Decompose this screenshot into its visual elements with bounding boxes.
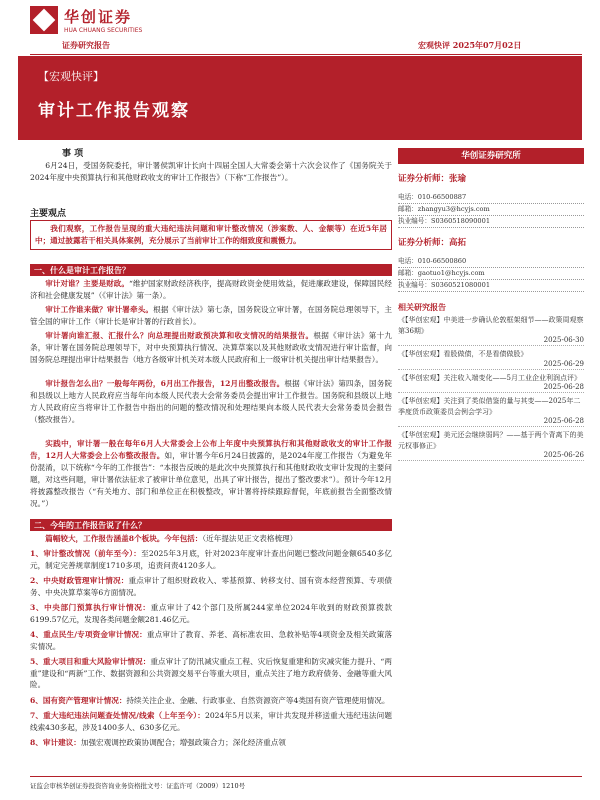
paragraph-practice <box>30 438 392 510</box>
footer-license: 证监会审核华创证券投资咨询业务资格批文号：证监许可（2009）1210号 <box>30 782 246 790</box>
list-item-text: 至2025年3月底，针对2023年度审计查出问题已整改问题金额6540多亿元，制定完善规章制度1710多项，追责问责4120多人。 <box>30 549 392 570</box>
list-item-lead: 3、中央部门预算执行审计情况： <box>30 603 151 612</box>
paragraph-lead: 审计报告怎么出？一般每年两份，6月出工作报告，12月出整改报告。 <box>45 379 285 388</box>
paragraph-body: 如，审计署今年6月24日披露的，是2024年度工作报告（为避免年份混淆，以下统称“今年的工作报告”：“本报告反映的是此次中央预算执行和其他财政收支审计发现的主要问题，对这些问题，审计署依法征求了被审计单位意见，出具了审计报告，提出了整改要求”）。预计今年12月将披露整改报告（“有关地方、部门和单位正在积极整改，审计署将持续跟踪督促，年底前报告全面整改情况。”） <box>30 451 392 508</box>
report-type-label: 证券研究报告 <box>62 40 110 50</box>
analyst-phone: 电话：010-66500860 <box>398 256 584 268</box>
related-report-title[interactable]: 《【华创宏观】关注收入端变化——5月工业企业利润点评》 <box>398 373 581 382</box>
logo-english-name: HUA CHUANG SECURITIES <box>64 27 143 34</box>
paragraph-audit-report-to <box>30 330 392 366</box>
paragraph-body: 根据《审计法》第十九条，审计署在国务院总理领导下，对中央预算执行情况、决算草案以及其他财政收支情况进行审计监督，向国务院总理提出审计结果报告（地方各级审计机关对本级人民政府和上一级审计机关提出审计结果报告）。 <box>30 331 392 364</box>
institute-header: 华创证券研究所 <box>398 148 584 164</box>
header-divider <box>30 54 582 55</box>
paragraph-lead: 审计工作谁来做？审计署牵头。 <box>45 305 154 314</box>
paragraph-lead: 篇幅较大，工作报告涵盖8个板块。今年包括： <box>45 534 203 543</box>
list-item <box>30 602 392 625</box>
sidebar <box>398 148 584 464</box>
analyst-license: 执业编号：S0360518090001 <box>398 216 584 228</box>
list-item-text: 2024年5月以来，审计共发现并移送重大违纪违法问题线索430多起，涉及1400多人、630多亿元。 <box>30 711 392 732</box>
list-item-lead: 7、重大违纪违法问题查处情况/线索（上年至今）： <box>30 711 205 720</box>
list-item <box>30 629 392 652</box>
list-item <box>30 656 392 691</box>
company-logo <box>30 6 142 34</box>
paragraph-lead: 实践中，审计署一般在每年6月人大常委会上公布上年度中央预算执行和其他财政收支的审计工作报告，12月人大常委会上公布整改报告。 <box>30 439 392 460</box>
paragraph-body: “维护国家财政经济秩序，提高财政资金使用效益，促进廉政建设，保障国民经济和社会健康发展”（《审计法》第一条）。 <box>30 279 392 300</box>
event-text: 6月24日，受国务院委托，审计署侯凯审计长向十四届全国人大常委会第十六次会议作了《国务院关于2024年度中央预算执行和其他财政收支的审计工作报告》（下称“工作报告”）。 <box>30 161 392 182</box>
analyst-card <box>398 172 584 228</box>
related-report-date: 2025-06-28 <box>398 383 584 393</box>
list-item-lead: 5、重大项目和重大风险审计情况： <box>30 657 151 666</box>
related-report-item[interactable] <box>398 396 584 427</box>
related-report-title[interactable]: 《【华创宏观】看股做债，不是看债做股》 <box>398 350 528 358</box>
related-report-item[interactable] <box>398 349 584 370</box>
analyst-email[interactable]: 邮箱：zhangyu3@hcyjs.com <box>398 204 584 216</box>
report-date-label: 宏观快评 2025年07月02日 <box>418 40 522 50</box>
paragraph-audit-who <box>30 304 392 328</box>
list-item <box>30 695 392 707</box>
related-report-title[interactable]: 《【华创宏观】关注到了类似借鉴的量与其变——2025年二季度货币政策委员会例会学习》 <box>398 397 581 416</box>
related-report-date: 2025-06-26 <box>398 451 584 461</box>
list-item-text: 重点审计了防汛减灾重点工程、灾后恢复重建和防灾减灾能力提升、“两重”建设和“两新”工作、数据资源和公共资源交易平台等重大项目，重点关注了地方政府债务、金融等重大风险。 <box>30 657 392 689</box>
related-report-item[interactable] <box>398 373 584 394</box>
list-item-lead: 6、国有资产管理审计情况： <box>30 695 127 705</box>
list-item-lead: 2、中央财政管理审计情况： <box>30 576 129 585</box>
paragraph-body: （近年提法见正文表格梳理） <box>202 534 298 543</box>
main-points-label: 主要观点 <box>30 209 67 219</box>
paragraph-audit-how <box>30 378 392 426</box>
section-bar-2: 二、今年的工作报告说了什么？ <box>30 519 392 531</box>
analyst-license: 执业编号：S0360521080001 <box>398 280 584 292</box>
analyst-name: 证券分析师：张瑜 <box>398 174 467 184</box>
analyst-phone: 电话：010-66500887 <box>398 192 584 204</box>
related-report-title[interactable]: 《【华创宏观】中美进一步确认伦敦框架细节——政策周观察第36期》 <box>398 316 584 335</box>
paragraph-coverage <box>30 533 392 545</box>
logo-mark-icon <box>30 6 58 34</box>
paragraph-body: 根据《审计法》第七条，国务院设立审计署，在国务院总理领导下，主管全国的审计工作（审计长是审计署的行政首长）。 <box>30 305 393 326</box>
related-report-date: 2025-06-28 <box>398 417 584 427</box>
logo-chinese-name: 华创证券 <box>64 8 133 26</box>
page-footer <box>30 776 582 790</box>
related-report-date: 2025-06-30 <box>398 336 584 346</box>
related-report-item[interactable] <box>398 430 584 461</box>
related-report-item[interactable] <box>398 315 584 346</box>
report-category: 【宏观快评】 <box>38 70 104 83</box>
list-item-text: 重点审计了教育、养老、高标准农田、急救补贴等4项资金及相关政策落实情况。 <box>30 630 392 651</box>
section-bar-1: 一、什么是审计工作报告？ <box>30 264 392 276</box>
analyst-email[interactable]: 邮箱：gaotuo1@hcyjs.com <box>398 268 584 280</box>
list-item <box>30 737 392 749</box>
report-title: 审计工作报告观察 <box>38 101 190 121</box>
list-item <box>30 575 392 598</box>
main-points-intro: 我们观察，工作报告呈现的重大违纪违法问题和审计整改情况（涉案数、人、金额等）在近5年居中；通过披露若干相关具体案例，充分展示了当前审计工作的细致度和震慑力。 <box>30 220 392 250</box>
list-item-lead: 1、审计整改情况（前年至今）： <box>30 549 142 558</box>
paragraph-lead: 审计署向谁汇报、汇报什么？向总理提出财政预决算和收支情况的结果报告。 <box>45 331 314 340</box>
report-sections-list <box>30 548 392 753</box>
list-item <box>30 548 392 571</box>
related-reports-header: 相关研究报告 <box>398 302 446 312</box>
analyst-card <box>398 236 584 292</box>
list-item-lead: 4、重点民生/专项资金审计情况： <box>30 630 147 639</box>
related-report-title[interactable]: 《【华创宏观】美元还会继续弱吗？——基于两个背离下的美元权事修正》 <box>398 431 584 450</box>
paragraph-body: 根据《审计法》第四条，国务院和县级以上地方人民政府应当每年向本级人民代表大会常务委员会提出审计工作报告。国务院和县级以上地方人民政府应当将审计工作报告中指出的问题的整改情况和处理结果向本级人民代表大会常务委员会报告（整改报告）。 <box>30 379 392 424</box>
list-item-text: 持续关注企业、金融、行政事业、自然资源资产等4类国有资产管理使用情况。 <box>126 695 390 705</box>
analyst-name: 证券分析师：高拓 <box>398 238 467 248</box>
related-report-date: 2025-06-29 <box>398 360 584 370</box>
list-item-lead: 8、审计建议： <box>30 738 81 747</box>
paragraph-audit-target <box>30 278 392 302</box>
list-item-text: 加强宏观调控政策协调配合；增强政策合力；深化经济重点领 <box>80 738 286 747</box>
list-item-text: 重点审计了组织财政收入、零基预算、转移支付、国有资本经营预算、专项债务、中央决算草案等6方面情况。 <box>30 576 392 597</box>
event-label: 事 项 <box>62 149 84 159</box>
list-item-text: 重点审计了42个部门及所属244家单位2024年收到的财政预算拨款6199.57亿元，发现各类问题金额281.46亿元。 <box>30 603 392 624</box>
title-banner <box>18 56 582 140</box>
paragraph-lead: 审计对谁？主要是财政。 <box>45 279 130 288</box>
list-item <box>30 710 392 733</box>
